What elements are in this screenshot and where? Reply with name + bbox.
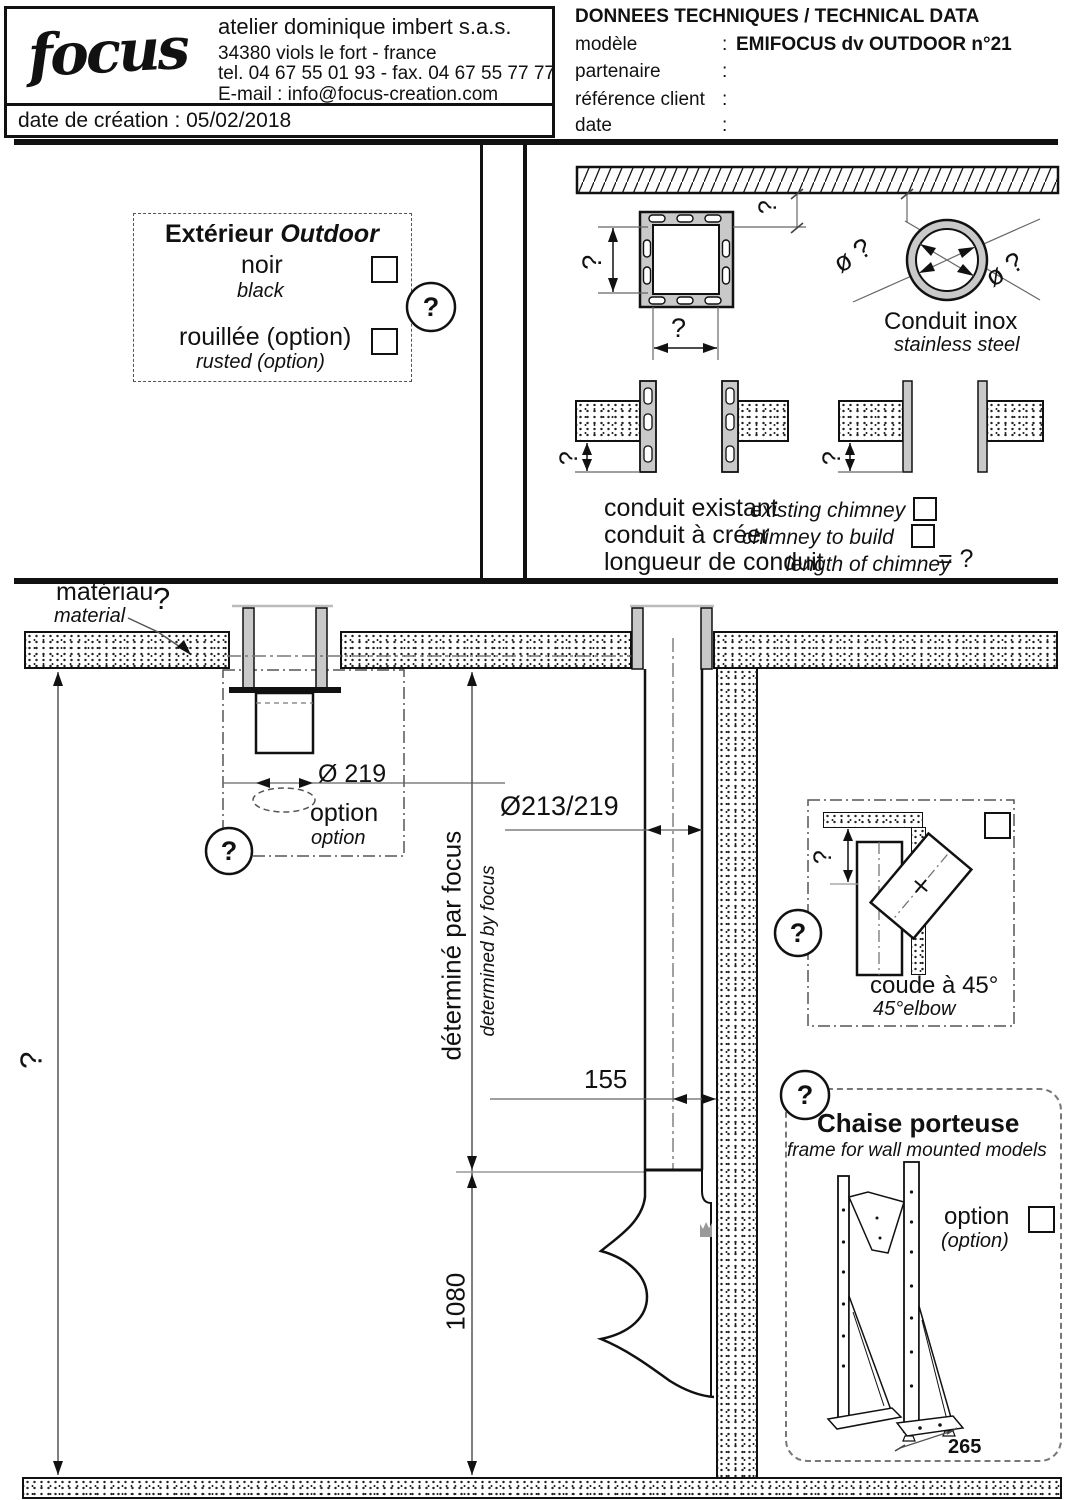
dim-q-wall-left: ? [554, 451, 583, 466]
chaise-subtitle: frame for wall mounted models [787, 1140, 1047, 1161]
main-flue [630, 606, 714, 1170]
colon: : [722, 115, 728, 136]
dim-dia-q-left: ø ? [827, 232, 877, 279]
rusted-label-fr: rouillée (option) [179, 323, 352, 351]
exterior-title-fr: Extérieur [165, 220, 274, 248]
option-flue-outlet [206, 606, 640, 874]
checkbox-elbow[interactable] [984, 812, 1011, 839]
dim-q-room-height: ? [13, 1051, 49, 1069]
tech-title: DONNEES TECHNIQUES / TECHNICAL DATA [575, 6, 980, 27]
dim-q-square-width: ? [671, 313, 687, 343]
dim-q-square-height: ? [576, 254, 607, 270]
creation-date: date de création : 05/02/2018 [18, 109, 292, 132]
focus-logo: focus [26, 13, 189, 91]
dim-219: Ø 219 [318, 760, 387, 788]
stainless-steel-label: stainless steel [894, 334, 1020, 356]
dim-q-ceiling-gap: ? [753, 200, 782, 215]
company-address: 34380 viols le fort - france [218, 43, 437, 64]
fireplace-body [601, 1170, 714, 1397]
company-name: atelier dominique imbert s.a.s. [218, 14, 512, 39]
question-badge-chaise: ? [796, 1080, 814, 1110]
material-q: ? [153, 581, 171, 616]
dim-265: 265 [948, 1436, 982, 1458]
question-badge-elbow: ? [789, 918, 807, 948]
material-leader [128, 618, 191, 655]
chimney-to-build-fr: conduit à créer [604, 521, 770, 549]
dim-dia-q-right: ø ? [979, 246, 1029, 293]
dim-155: 155 [584, 1064, 628, 1094]
company-phone: tel. 04 67 55 01 93 - fax. 04 67 55 77 77 [218, 63, 555, 84]
row-label-date: date [575, 115, 612, 136]
hatched-ceiling [577, 167, 1058, 193]
company-email: E-mail : info@focus-creation.com [218, 84, 499, 105]
determined-by-focus-fr: déterminé par focus [436, 830, 467, 1061]
material-label-fr: matériau [56, 578, 154, 606]
dim-1080: 1080 [440, 1272, 471, 1331]
length-value: = ? [938, 545, 974, 573]
black-label-fr: noir [241, 251, 283, 279]
determined-by-focus-en: determined by focus [478, 865, 500, 1037]
dim-q-wall-right: ? [817, 451, 846, 466]
colon: : [722, 34, 728, 55]
chaise-title: Chaise porteuse [817, 1108, 1020, 1138]
rusted-label-en: rusted (option) [196, 351, 325, 373]
checkbox-rusted[interactable] [371, 328, 398, 355]
chimney-to-build-en: chimney to build [742, 526, 894, 549]
black-label-en: black [237, 280, 284, 302]
row-label-modele: modèle [575, 34, 638, 55]
row-label-reference: référence client [575, 89, 705, 110]
material-label-en: material [54, 605, 126, 627]
elbow-label-fr: coude à 45° [870, 972, 999, 999]
existing-chimney-en: existing chimney [750, 499, 906, 522]
question-badge-option: ? [220, 836, 238, 866]
existing-chimney-fr: conduit existant [604, 494, 778, 522]
checkbox-black[interactable] [371, 256, 398, 283]
round-conduit-wall-detail [838, 381, 987, 472]
dim-q-elbow: ? [808, 850, 837, 865]
length-of-chimney-en: length of chimney [786, 553, 951, 576]
square-conduit-wall-detail [575, 381, 738, 472]
model-value: EMIFOCUS dv OUTDOOR n°21 [736, 34, 1012, 55]
checkbox-chaise-option[interactable] [1028, 1206, 1055, 1233]
checkbox-chimney-to-build[interactable] [911, 524, 935, 548]
chaise-option-fr: option [944, 1203, 1010, 1230]
length-of-chimney-fr: longueur de conduit [604, 548, 824, 576]
dim-213-219: Ø213/219 [500, 791, 619, 821]
chaise-option-en: (option) [941, 1230, 1009, 1252]
option-label-en: option [311, 827, 366, 849]
question-badge-exterior: ? [422, 292, 440, 322]
colon: : [722, 61, 728, 82]
exterior-title-en: Outdoor [280, 220, 379, 248]
colon: : [722, 89, 728, 110]
row-label-partenaire: partenaire [575, 61, 661, 82]
checkbox-existing-chimney[interactable] [913, 497, 937, 521]
conduit-inox-label: Conduit inox [884, 308, 1018, 335]
elbow-label-en: 45°elbow [873, 998, 956, 1020]
option-label-fr: option [310, 799, 379, 827]
exterior-title [165, 221, 379, 247]
